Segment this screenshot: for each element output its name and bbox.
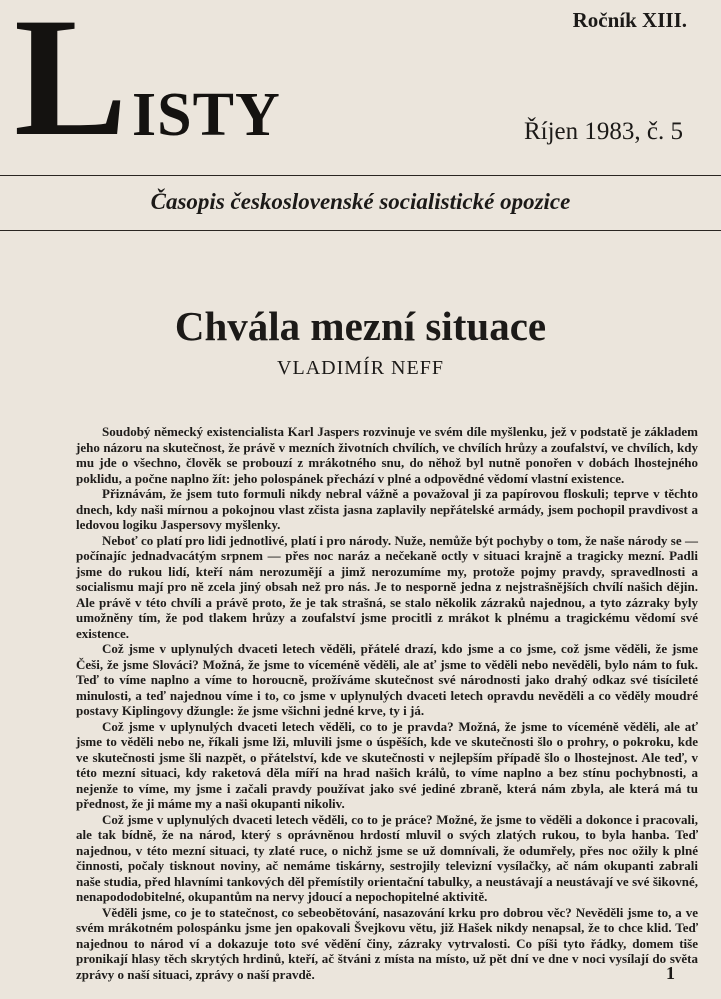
- paragraph: Což jsme v uplynulých dvaceti letech věděli, přátelé drazí, kdo jsme a co jsme, což jsme věděli, že jsme Češi, že jsme Slováci? Možná, že jsme to víceméně věděli, ale ať jsme to věděli nebo nevěděli, bylo nám to fuk. Teď to víme naplno a víme to horoucně, prožíváme skutečnost své národnosti jako drahý odkaz své tisícileté minulosti, a teď najednou víme i to, co jsme v uplynulých dvaceti letech opravdu nevěděli a co věděly moudré postavy Kiplingovy džungle: že jsme všichni jedné krve, ty i já.: [76, 641, 698, 718]
- article-body: [76, 424, 698, 982]
- paragraph: Přiznávám, že jsem tuto formuli nikdy nebral vážně a považoval ji za papírovou floskuli; teprve v těchto dnech, kdy naši mírnou a pokojnou vlast zčista jasna zaplavily nepřátelské armády, jsem pochopil pravdivost a ledovou logiku Jaspersovy myšlenky.: [76, 486, 698, 532]
- paragraph: Neboť co platí pro lidi jednotlivé, platí i pro národy. Nuže, nemůže být pochyby o tom, že naše národy se — počínajíc jednadvacátým srpnem — přes noc naráz a nečekaně octly v situaci krajně a tragicky mezní. Padli jsme do rukou lidí, kteří nám nerozumějí a jimž nerozumíme my, protože pojmy pravdy, spravedlnosti a socialismu mají pro ně zcela jiný obsah než pro nás. Je to nesporně jedna z nejstrašnějších chvílí našich dějin. Ale právě v této chvíli a právě proto, že je tak strašná, se stalo několik zázraků najednou, a tyto zázraky byly umožněny tím, že pod tlakem hrůzy a zoufalství jsme procitli z mrákot k plnému a tragickému vědomí své existence.: [76, 532, 698, 641]
- masthead-subtitle: Časopis československé socialistické opozice: [150, 189, 571, 214]
- article-author: VLADIMÍR NEFF: [277, 357, 444, 379]
- logo-rest: ISTY: [132, 81, 281, 149]
- page-number: 1: [666, 963, 675, 983]
- masthead-rule-top: [0, 175, 721, 176]
- paragraph: Což jsme v uplynulých dvaceti letech věděli, co to je práce? Možné, že jsme to věděli a dokonce i pracovali, ale tak bídně, že na národ, který s oprávněnou hrdostí mluvil o svých zlatých rukou, to byla hanba. Teď najednou, v této mezní situaci, ty zlaté ruce, o nichž jsme se už domnívali, že odumřely, přes noc ožily k plné činnosti, počaly tisknout noviny, ač nemáme tiskárny, sestrojily televizní vysílačky, ač nám okupanti zabrali naše studia, před hlavními tankových děl přemístily orientační tabulky, a neustávají a neustávají ve své šikovné, nenapododobitelné, okupantům na nervy jdoucí a nepochopitelné aktivitě.: [76, 811, 698, 904]
- volume-label: Ročník XIII.: [572, 8, 687, 32]
- paragraph: Věděli jsme, co je to statečnost, co sebeobětování, nasazování krku pro dobrou věc? Nevěděli jsme to, a ve svém mrákotném polospánku jsme jen opakovali Švejkovu větu, již Hašek nikdy nenapsal, že to chce klid. Teď najednou to národ ví a dokazuje toto své vědění činy, zázraky vytrvalosti. Co píši tyto řádky, domem tiše pronikají hlasy těch skrytých hrdinů, kteří, ač štváni z místa na místo, už pět dní ve dne v noci vysílají do světa zprávy o naší situaci, zprávy o naší pravdě.: [76, 904, 698, 982]
- paragraph: Soudobý německý existencialista Karl Jaspers rozvinuje ve svém díle myšlenku, jež v podstatě je základem jeho názoru na skutečnost, že právě v mezních životních chvílích, ve chvílích hrůzy a zoufalství, ve chvílích, kdy mu jde o všechno, člověk se probouzí z mrákotného snu, do něhož byl nutně ponořen v dobách lhostejného poklidu, a počne naplno žít: jeho polospánek přechází v plné a odpovědné vědomí vlastní existence.: [76, 424, 698, 486]
- logo-initial: L: [14, 0, 128, 171]
- paragraph: Což jsme v uplynulých dvaceti letech věděli, co to je pravda? Možná, že jsme to víceméně věděli, ale ať jsme to věděli nebo ne, říkali jsme lži, mluvili jsme o úspěších, kde ve skutečnosti šlo o prohry, o pokroku, kde ve skutečnosti jsme šli nazpět, o přátelství, kde ve skutečnosti v nejlepším případě šlo o lhostejnost. Ale teď, v této mezní situaci, kdy raketová děla míří na hrad našich králů, to víme naplno a bez stínu pochybnosti, a nejenže to víme, my jsme i začali pravdy používat jako své jediné zbraně, která nám zbyla, ale která má tu přednost, že ji máme my a naši okupanti nikoliv.: [76, 718, 698, 811]
- masthead-rule-bottom: [0, 230, 721, 231]
- issue-date: Říjen 1983, č. 5: [523, 118, 683, 145]
- article-title: Chvála mezní situace: [174, 303, 547, 349]
